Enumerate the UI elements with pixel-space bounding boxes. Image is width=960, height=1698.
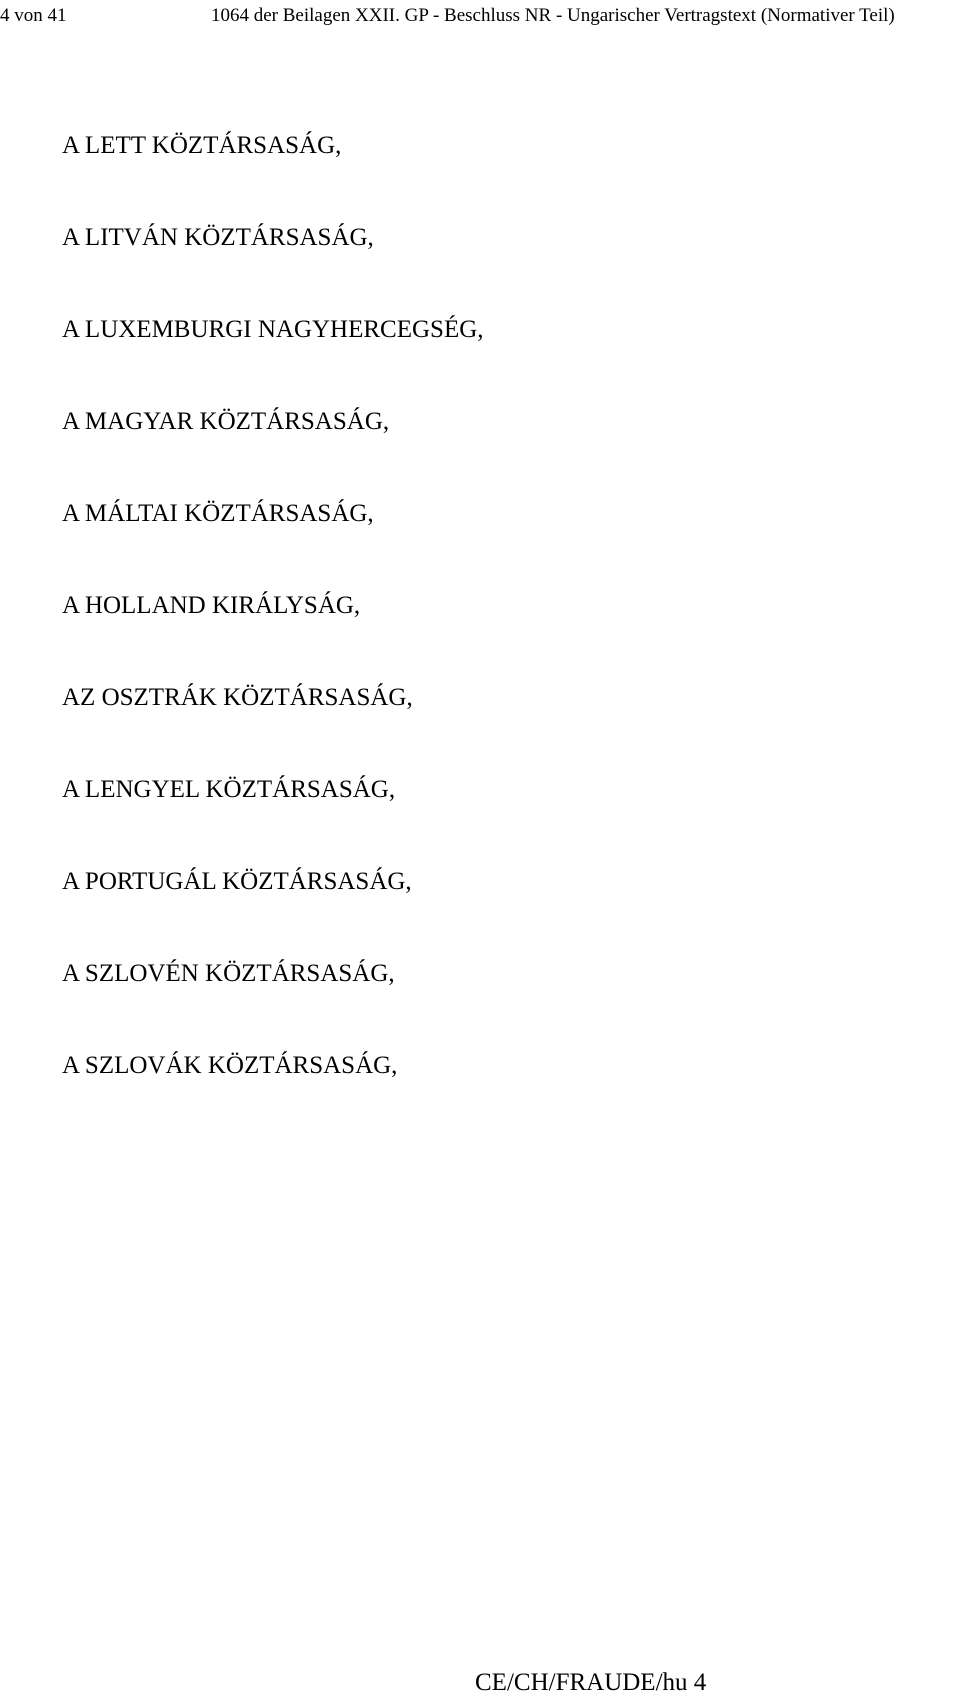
- party-item: A SZLOVÁK KÖZTÁRSASÁG,: [62, 1052, 398, 1079]
- party-item: A HOLLAND KIRÁLYSÁG,: [62, 592, 361, 619]
- party-item: AZ OSZTRÁK KÖZTÁRSASÁG,: [62, 684, 413, 711]
- party-item: A LETT KÖZTÁRSASÁG,: [62, 132, 342, 159]
- party-item: A LENGYEL KÖZTÁRSASÁG,: [62, 776, 396, 803]
- party-item: A MAGYAR KÖZTÁRSASÁG,: [62, 408, 390, 435]
- page-header: [0, 4, 960, 34]
- page-number: 4 von 41: [0, 5, 67, 26]
- party-item: A MÁLTAI KÖZTÁRSASÁG,: [62, 500, 374, 527]
- party-item: A SZLOVÉN KÖZTÁRSASÁG,: [62, 960, 395, 987]
- page-footer-reference: CE/CH/FRAUDE/hu 4: [475, 1669, 707, 1696]
- party-item: A LITVÁN KÖZTÁRSASÁG,: [62, 224, 374, 251]
- document-title: 1064 der Beilagen XXII. GP - Beschluss NR - Ungarischer Vertragstext (Normativer Teil): [211, 5, 895, 26]
- party-item: A PORTUGÁL KÖZTÁRSASÁG,: [62, 868, 412, 895]
- party-item: A LUXEMBURGI NAGYHERCEGSÉG,: [62, 316, 484, 343]
- contracting-parties-list: [62, 130, 484, 1142]
